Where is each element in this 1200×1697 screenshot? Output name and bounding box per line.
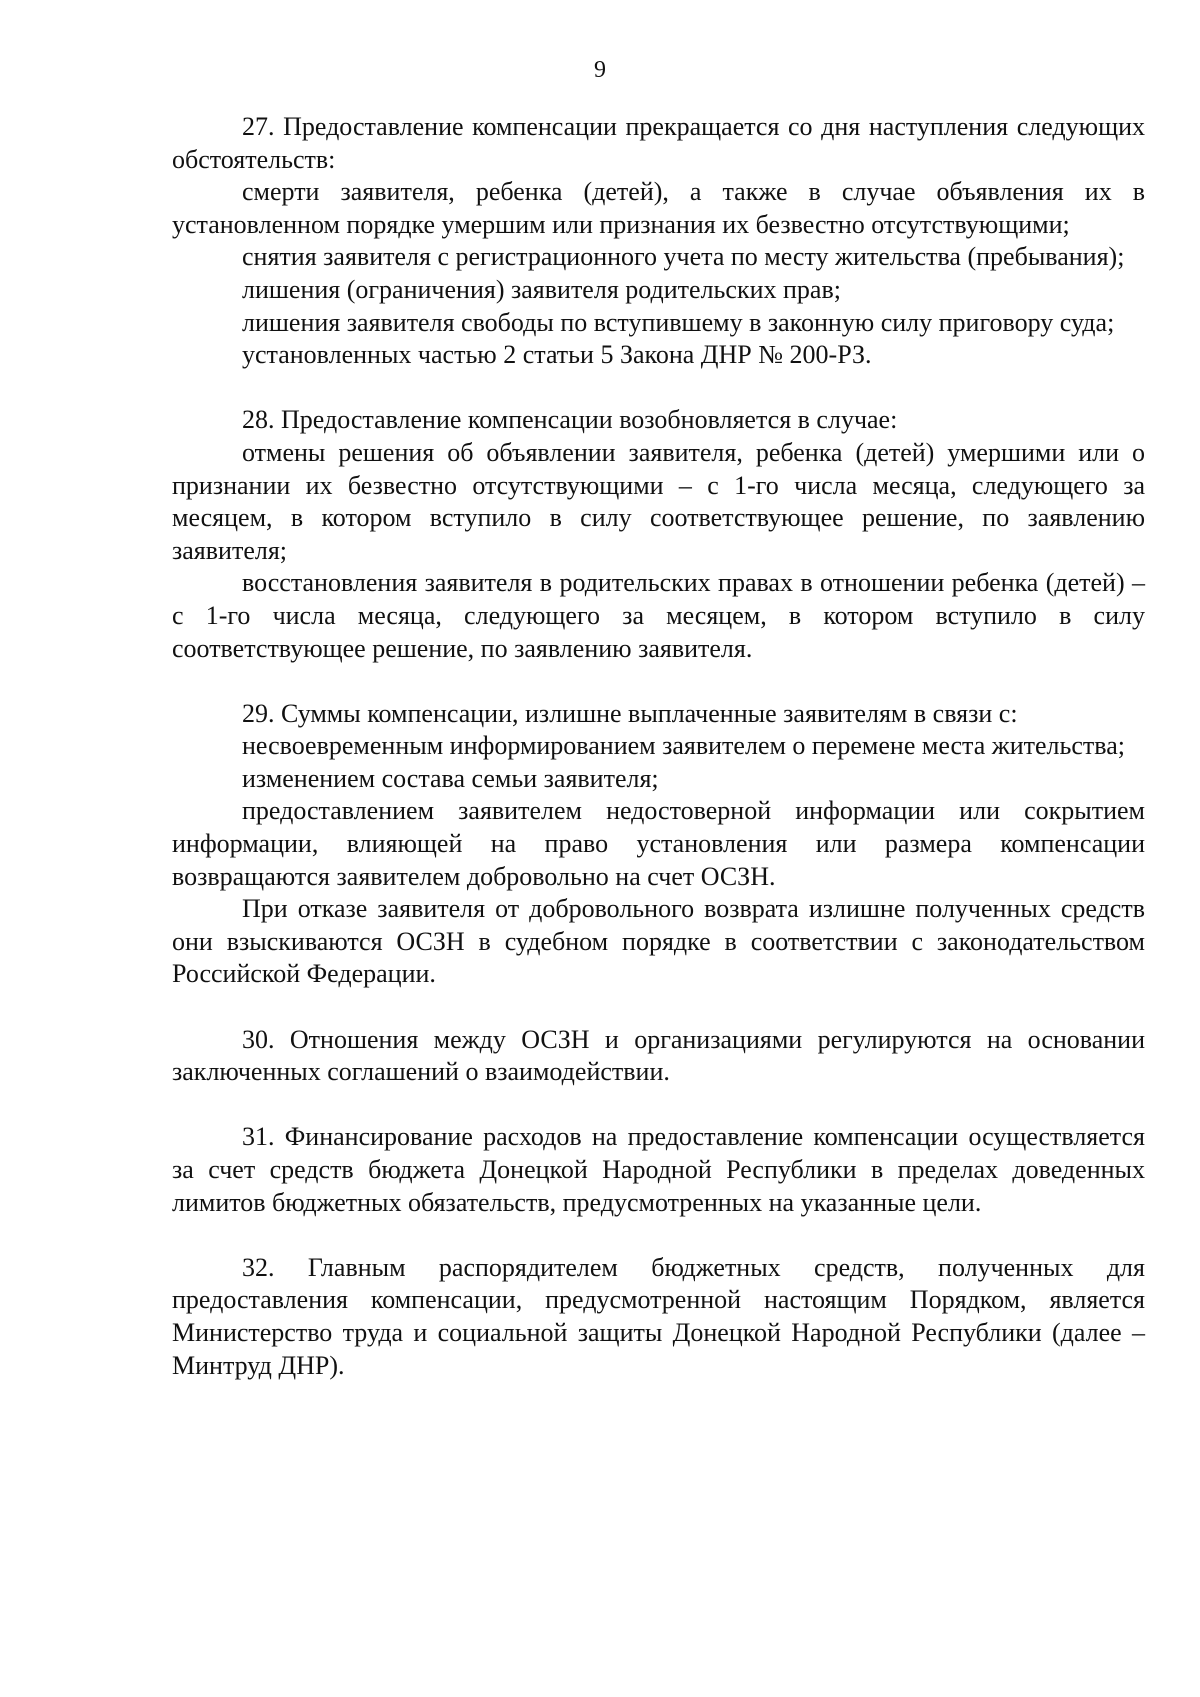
- paragraph: снятия заявителя с регистрационного учета по месту жительства (пребывания);: [242, 242, 1125, 272]
- paragraph: 27. Предоставление компенсации прекращается со дня наступления следующих обстоятельств:: [172, 112, 1145, 174]
- page-number: 9: [594, 57, 606, 83]
- paragraph: восстановления заявителя в родительских правах в отношении ребенка (детей) – с 1-го числа месяца, следующего за месяцем, в котором вступило в силу соответствующее решение, по заявлению заявителя.: [172, 568, 1145, 663]
- document-body: [172, 111, 1145, 1382]
- paragraph: несвоевременным информированием заявителем о перемене места жительства;: [242, 731, 1125, 761]
- paragraph: 30. Отношения между ОСЗН и организациями регулируются на основании заключенных соглашений о взаимодействии.: [172, 1024, 1145, 1087]
- paragraph: изменением состава семьи заявителя;: [242, 763, 659, 793]
- paragraph: предоставлением заявителем недостоверной информации или сокрытием информации, влияющей на право установления или размера компенсации возвращаются заявителем добровольно на счет ОСЗН.: [172, 796, 1145, 891]
- paragraph: 28. Предоставление компенсации возобновляется в случае:: [242, 405, 898, 435]
- paragraph: 29. Суммы компенсации, излишне выплаченные заявителям в связи с:: [242, 698, 1018, 728]
- paragraph: смерти заявителя, ребенка (детей), а также в случае объявления их в установленном порядке умершим или признания их безвестно отсутствующими;: [172, 177, 1145, 239]
- paragraph: лишения заявителя свободы по вступившему в законную силу приговору суда;: [242, 307, 1115, 337]
- paragraph: 31. Финансирование расходов на предоставление компенсации осуществляется за счет средств бюджета Донецкой Народной Республики в пределах доведенных лимитов бюджетных обязательств, предусмотренных на указанные цели.: [172, 1122, 1145, 1217]
- paragraph: лишения (ограничения) заявителя родительских прав;: [242, 274, 841, 304]
- paragraph: 32. Главным распорядителем бюджетных средств, полученных для предоставления компенсации, предусмотренной настоящим Порядком, является Министерство труда и социальной защиты Донецкой Народной Республики (далее – Минтруд ДНР).: [172, 1252, 1145, 1380]
- paragraph: отмены решения об объявлении заявителя, ребенка (детей) умершими или о признании их безвестно отсутствующими – с 1-го числа месяца, следующего за месяцем, в котором вступило в силу соответствующее решение, по заявлению заявителя;: [172, 437, 1145, 565]
- paragraph: При отказе заявителя от добровольного возврата излишне полученных средств они взыскиваются ОСЗН в судебном порядке в соответствии с законодательством Российской Федерации.: [172, 894, 1145, 989]
- paragraph: установленных частью 2 статьи 5 Закона ДНР № 200-РЗ.: [242, 340, 872, 370]
